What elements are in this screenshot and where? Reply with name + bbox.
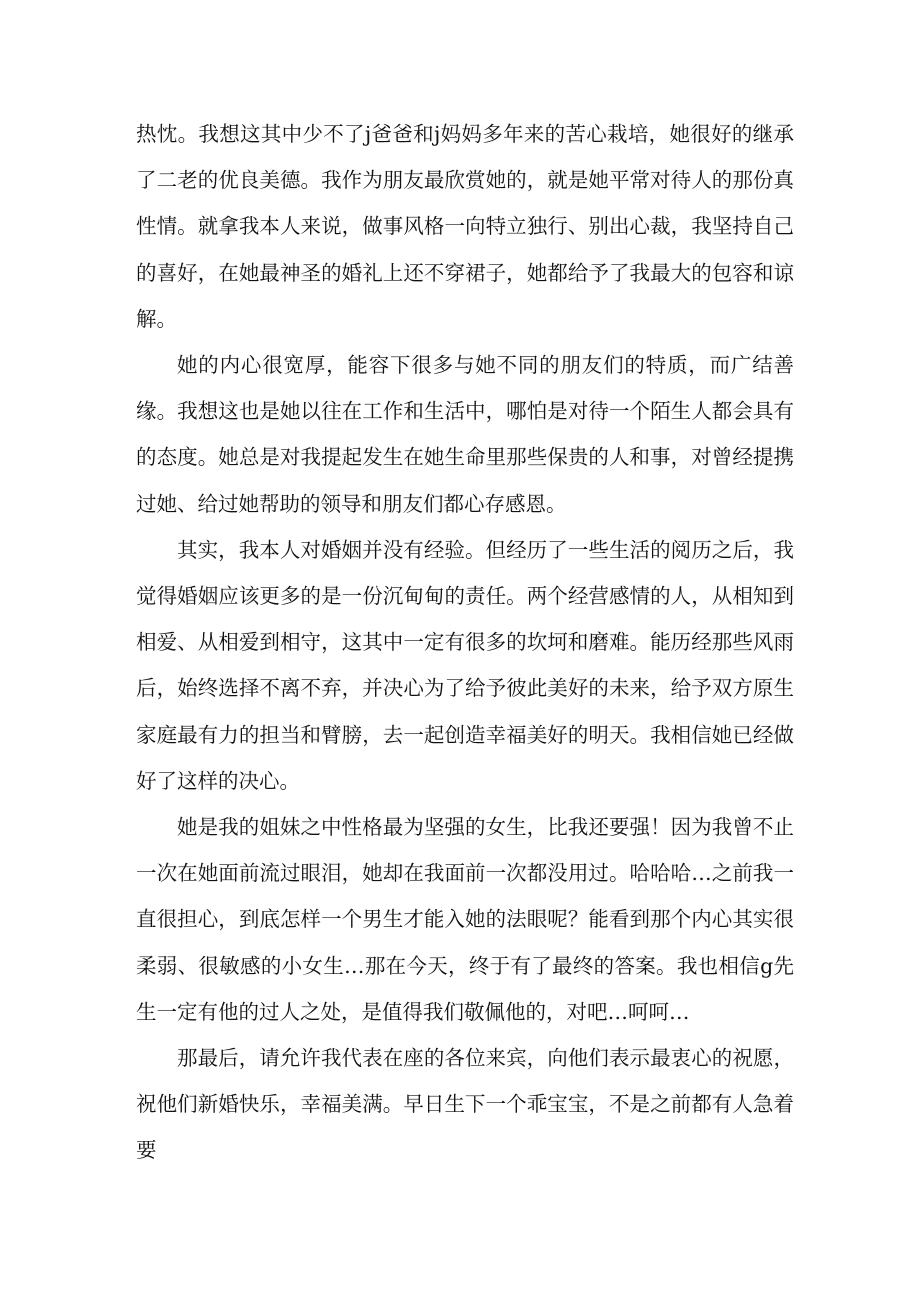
paragraph-4: 她是我的姐妹之中性格最为坚强的女生，比我还要强！因为我曾不止一次在她面前流过眼泪，她却在我面前一次都没用过。哈哈哈…之前我一直很担心，到底怎样一个男生才能入她的法眼呢？能看到那个内心其实很柔弱、很敏感的小女生…那在今天，终于有了最终的答案。我也相信g先生一定有他的过人之处，是值得我们敬佩他的，对吧…呵呵… [136,815,794,1024]
paragraph-5: 那最后，请允许我代表在座的各位来宾，向他们表示最衷心的祝愿，祝他们新婚快乐，幸福美满。早日生下一个乖宝宝，不是之前都有人急着要 [136,1046,794,1163]
paragraph-3: 其实，我本人对婚姻并没有经验。但经历了一些生活的阅历之后，我觉得婚姻应该更多的是一份沉甸甸的责任。两个经营感情的人，从相知到相爱、从相爱到相守，这其中一定有很多的坎坷和磨难。能历经那些风雨后，始终选择不离不弃，并决心为了给予彼此美好的未来，给予双方原生家庭最有力的担当和臂膀，去一起创造幸福美好的明天。我相信她已经做好了这样的决心。 [136,537,794,793]
document-body [136,111,794,1174]
paragraph-1: 热忱。我想这其中少不了j爸爸和j妈妈多年来的苦心栽培，她很好的继承了二老的优良美德。我作为朋友最欣赏她的，就是她平常对待人的那份真性情。就拿我本人来说，做事风格一向特立独行、别出心裁，我坚持自己的喜好，在她最神圣的婚礼上还不穿裙子，她都给予了我最大的包容和谅解。 [136,122,794,331]
paragraph-2: 她的内心很宽厚，能容下很多与她不同的朋友们的特质，而广结善缘。我想这也是她以往在工作和生活中，哪怕是对待一个陌生人都会具有的态度。她总是对我提起发生在她生命里那些保贵的人和事，对曾经提携过她、给过她帮助的领导和朋友们都心存感恩。 [136,353,794,516]
